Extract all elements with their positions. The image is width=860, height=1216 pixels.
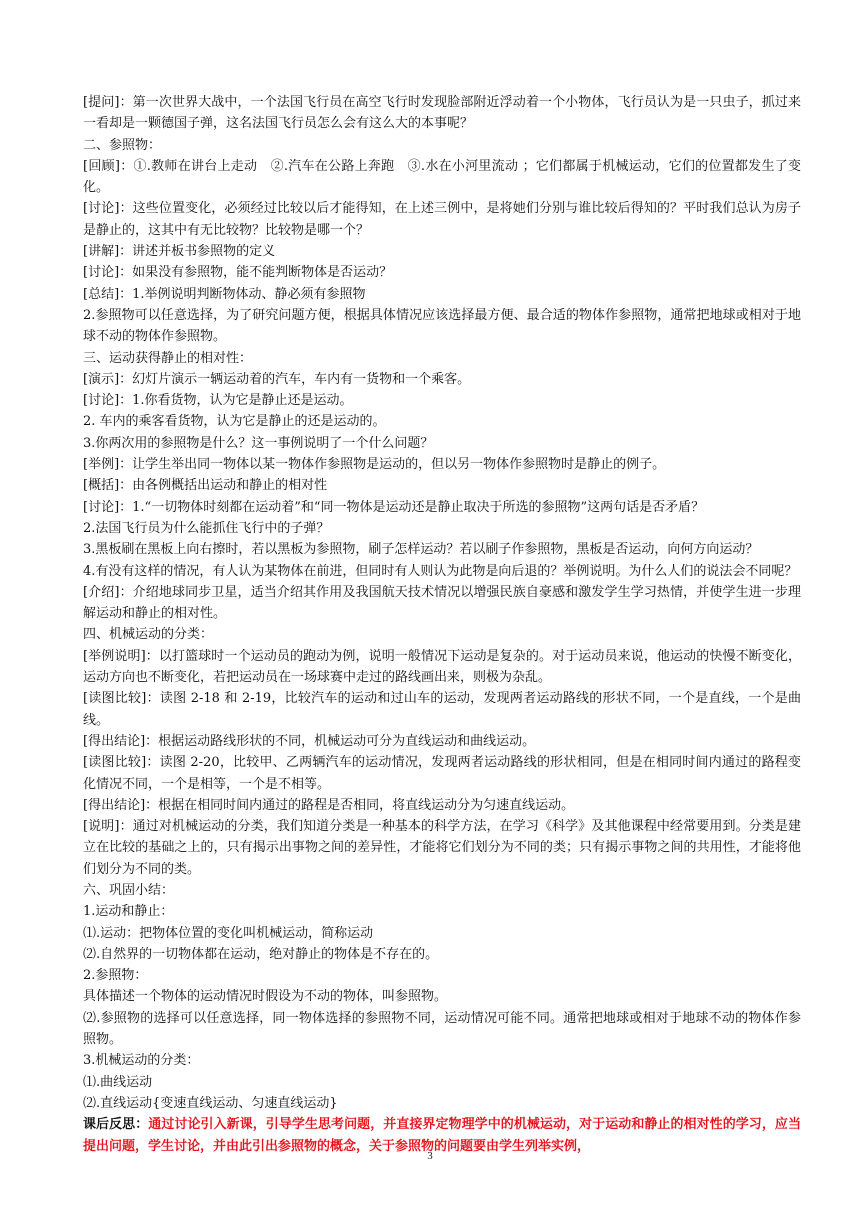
summary-subitem: ⑵.自然界的一切物体都在运动，绝对静止的物体是不存在的。 [83, 946, 439, 962]
summary-subitem: ⑵.直线运动{变速直线运动、匀速直线运动} [83, 1095, 338, 1111]
discussion-item: 2. 车内的乘客看货物，认为它是静止的还是运动的。 [83, 414, 386, 430]
discussion-paragraph: [讨论]：这些位置变化，必须经过比较以后才能得知，在上述三例中，是将她们分别与谁比较后得知的？平时我们总认为房子是静止的，这其中有无比较物？比较物是哪一个？ [83, 201, 801, 238]
discussion-item: 4.有没有这样的情况，有人认为某物体在前进，但同时有人则认为此物是向后退的？举例说明。为什么人们的说法会不同呢？ [83, 563, 798, 579]
reflection-text: 通过讨论引入新课，引导学生思考问题，并直接界定物理学中的机械运动，对于运动和静止的相对性的学习，应当提出问题，学生讨论，并由此引出参照物的概念，关于参照物的问题要由学生列举实例， [83, 1117, 801, 1154]
conclusion-paragraph: [得出结论]：根据运动路线形状的不同，机械运动可分为直线运动和曲线运动。 [83, 733, 536, 749]
summary-subitem: 具体描述一个物体的运动情况时假设为不动的物体，叫参照物。 [83, 989, 448, 1005]
reflection-label: 课后反思： [83, 1117, 149, 1133]
discussion-item: 3.你两次用的参照物是什么？这一事例说明了一个什么问题？ [83, 435, 434, 451]
question-paragraph: [提问]：第一次世界大战中，一个法国飞行员在高空飞行时发现脸部附近浮动着一个小物体，飞行员认为是一只虫子，抓过来一看却是一颗德国子弹，这名法国飞行员怎么会有这么大的本事呢？ [83, 95, 801, 132]
demo-paragraph: [演示]：幻灯片演示一辆运动着的汽车，车内有一货物和一个乘客。 [83, 371, 471, 387]
summary-item: 2.参照物可以任意选择，为了研究问题方便，根据具体情况应该选择最方便、最合适的物体作参照物，通常把地球或相对于地球不动的物体作参照物。 [83, 307, 801, 345]
discussion-paragraph: [讨论]：1.“一切物体时刻都在运动着”和“同一物体是运动还是静止取决于所选的参照物”这两句话是否矛盾？ [83, 499, 705, 515]
section-heading-summary: 六、巩固小结： [83, 882, 175, 898]
summary-subitem: ⑴.曲线运动 [83, 1074, 153, 1090]
review-paragraph: [回顾]：①.教师在讲台上走动 ②.汽车在公路上奔跑 ③.水在小河里流动 ；它们都属于机械运动，它们的位置都发生了变化。 [83, 158, 801, 196]
summary-item: 2.参照物： [83, 968, 148, 984]
introduction-paragraph: [介绍]：介绍地球同步卫星，适当介绍其作用及我国航天技术情况以增强民族自豪感和激发学生学习热情，并使学生进一步理解运动和静止的相对性。 [83, 584, 801, 622]
summary-subitem: ⑴.运动：把物体位置的变化叫机械运动，简称运动 [83, 925, 374, 941]
discussion-paragraph: [讨论]：如果没有参照物，能不能判断物体是否运动？ [83, 265, 393, 281]
conclusion-paragraph: [得出结论]：根据在相同时间内通过的路程是否相同，将直线运动分为匀速直线运动。 [83, 797, 575, 813]
summary-subitem: ⑵.参照物的选择可以任意选择，同一物体选择的参照物不同，运动情况可能不同。通常把地球或相对于地球不动的物体作参照物。 [83, 1010, 801, 1048]
summary-item: 3.机械运动的分类： [83, 1053, 200, 1069]
section-heading-relativity: 三、运动获得静止的相对性： [83, 350, 253, 366]
generalize-paragraph: [概括]：由各例概括出运动和静止的相对性 [83, 478, 328, 494]
summary-paragraph: [总结]：1.举例说明判断物体动、静必须有参照物 [83, 286, 366, 302]
figure-comparison-paragraph: [读图比较]：读图 2-20，比较甲、乙两辆汽车的运动情况，发现两者运动路线的形状相同，但是在相同时间内通过的路程变化情况不同，一个是相等，一个是不相等。 [83, 755, 801, 792]
document-body [83, 92, 801, 1157]
figure-comparison-paragraph: [读图比较]：读图 2-18 和 2-19，比较汽车的运动和过山车的运动，发现两者运动路线的形状不同，一个是直线，一个是曲线。 [83, 691, 801, 728]
summary-item: 1.运动和静止： [83, 904, 174, 920]
discussion-paragraph: [讨论]：1.你看货物，认为它是静止还是运动。 [83, 393, 353, 409]
discussion-item: 2.法国飞行员为什么能抓住飞行中的子弹？ [83, 520, 330, 536]
example-paragraph: [举例]：让学生举出同一物体以某一物体作参照物是运动的，但以另一物体作参照物时是静止的例子。 [83, 457, 666, 473]
discussion-item: 3.黑板刷在黑板上向右擦时，若以黑板为参照物，刷子怎样运动？若以刷子作参照物，黑板是否运动，向何方向运动？ [83, 542, 759, 558]
page-number: 3 [427, 1150, 433, 1162]
section-heading-classification: 四、机械运动的分类： [83, 627, 214, 643]
note-paragraph: [说明]：通过对机械运动的分类，我们知道分类是一种基本的科学方法，在学习《科学》及其他课程中经常要用到。分类是建立在比较的基础之上的，只有揭示出事物之间的差异性，才能将它们划分为不同的类；只有揭示事物之间的共用性，才能将他们划分为不同的类。 [83, 819, 801, 877]
explanation-paragraph: [讲解]：讲述并板书参照物的定义 [83, 244, 276, 260]
section-heading-reference-object: 二、参照物： [83, 137, 162, 153]
example-paragraph: [举例说明]：以打篮球时一个运动员的跑动为例，说明一般情况下运动是复杂的。对于运动员来说，他运动的快慢不断变化，运动方向也不断变化，若把运动员在一场球赛中走过的路线画出来，则极为杂乱。 [83, 648, 801, 686]
